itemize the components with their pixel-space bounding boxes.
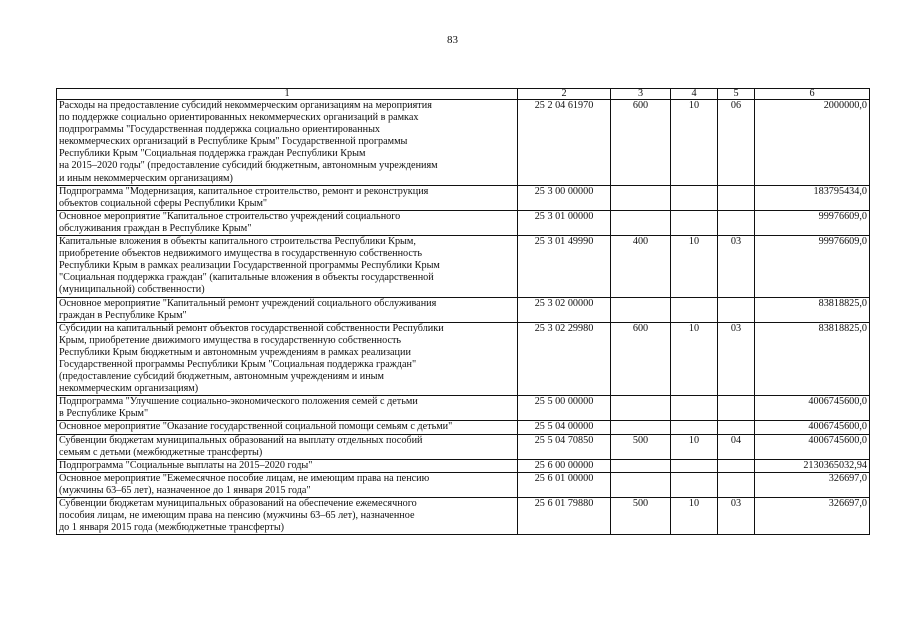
row-col4-cell bbox=[671, 185, 718, 210]
row-col4-cell bbox=[671, 421, 718, 434]
column-header-4: 4 bbox=[671, 89, 718, 100]
row-col3-cell bbox=[611, 396, 671, 421]
row-col3-cell: 500 bbox=[611, 498, 671, 535]
table-header-row bbox=[57, 89, 870, 100]
row-col3-cell: 400 bbox=[611, 236, 671, 297]
row-code-cell: 25 3 02 00000 bbox=[518, 297, 611, 322]
page-number: 83 bbox=[447, 34, 458, 46]
table-row bbox=[57, 459, 870, 472]
row-amount-cell: 99976609,0 bbox=[755, 210, 870, 235]
column-header-5: 5 bbox=[718, 89, 755, 100]
row-amount-cell: 4006745600,0 bbox=[755, 396, 870, 421]
column-header-3: 3 bbox=[611, 89, 671, 100]
table-row bbox=[57, 185, 870, 210]
column-header-2: 2 bbox=[518, 89, 611, 100]
row-name-cell: Капитальные вложения в объекты капитального строительства Республики Крым, приобретение объектов недвижимого имущества в государственную собственность Республики Крым в рамках реализации Государственной программы Республики Крым "Социальная поддержка граждан" (капитальные вложения в объекты государственной (муниципальной) собственности) bbox=[57, 236, 518, 297]
row-amount-cell: 4006745600,0 bbox=[755, 434, 870, 459]
row-amount-cell: 2130365032,94 bbox=[755, 459, 870, 472]
row-col5-cell bbox=[718, 185, 755, 210]
row-col4-cell: 10 bbox=[671, 498, 718, 535]
row-col3-cell bbox=[611, 297, 671, 322]
row-col4-cell: 10 bbox=[671, 236, 718, 297]
table-row bbox=[57, 322, 870, 396]
row-code-cell: 25 3 02 29980 bbox=[518, 322, 611, 396]
row-amount-cell: 83818825,0 bbox=[755, 297, 870, 322]
row-code-cell: 25 5 00 00000 bbox=[518, 396, 611, 421]
row-col5-cell: 04 bbox=[718, 434, 755, 459]
row-col4-cell bbox=[671, 297, 718, 322]
row-col5-cell bbox=[718, 421, 755, 434]
row-name-cell: Основное мероприятие "Оказание государственной социальной помощи семьям с детьми" bbox=[57, 421, 518, 434]
budget-table bbox=[56, 88, 870, 535]
column-header-1: 1 bbox=[57, 89, 518, 100]
table-row bbox=[57, 396, 870, 421]
row-code-cell: 25 3 00 00000 bbox=[518, 185, 611, 210]
column-header-6: 6 bbox=[755, 89, 870, 100]
table-row bbox=[57, 434, 870, 459]
table-row bbox=[57, 472, 870, 497]
row-code-cell: 25 6 01 00000 bbox=[518, 472, 611, 497]
table-row bbox=[57, 210, 870, 235]
row-name-cell: Основное мероприятие "Капитальный ремонт учреждений социального обслуживания граждан в Республике Крым" bbox=[57, 297, 518, 322]
row-col4-cell: 10 bbox=[671, 434, 718, 459]
row-col4-cell: 10 bbox=[671, 322, 718, 396]
row-amount-cell: 183795434,0 bbox=[755, 185, 870, 210]
row-col5-cell: 03 bbox=[718, 498, 755, 535]
row-col3-cell bbox=[611, 459, 671, 472]
row-code-cell: 25 3 01 49990 bbox=[518, 236, 611, 297]
row-name-cell: Подпрограмма "Модернизация, капитальное строительство, ремонт и реконструкция объектов социальной сферы Республики Крым" bbox=[57, 185, 518, 210]
row-amount-cell: 83818825,0 bbox=[755, 322, 870, 396]
row-col3-cell: 500 bbox=[611, 434, 671, 459]
row-col5-cell bbox=[718, 210, 755, 235]
row-col5-cell bbox=[718, 459, 755, 472]
row-col5-cell bbox=[718, 396, 755, 421]
row-code-cell: 25 2 04 61970 bbox=[518, 100, 611, 186]
row-col3-cell bbox=[611, 472, 671, 497]
row-code-cell: 25 3 01 00000 bbox=[518, 210, 611, 235]
row-col5-cell: 03 bbox=[718, 236, 755, 297]
row-col5-cell: 06 bbox=[718, 100, 755, 186]
row-col3-cell: 600 bbox=[611, 100, 671, 186]
row-name-cell: Субвенции бюджетам муниципальных образований на выплату отдельных пособий семьям с детьми (межбюджетные трансферты) bbox=[57, 434, 518, 459]
row-amount-cell: 4006745600,0 bbox=[755, 421, 870, 434]
row-name-cell: Подпрограмма "Улучшение социально-экономического положения семей с детьми в Республике Крым" bbox=[57, 396, 518, 421]
row-col4-cell bbox=[671, 210, 718, 235]
row-code-cell: 25 6 01 79880 bbox=[518, 498, 611, 535]
row-col5-cell bbox=[718, 472, 755, 497]
table-row bbox=[57, 498, 870, 535]
row-code-cell: 25 5 04 70850 bbox=[518, 434, 611, 459]
row-col5-cell: 03 bbox=[718, 322, 755, 396]
row-amount-cell: 326697,0 bbox=[755, 498, 870, 535]
row-amount-cell: 2000000,0 bbox=[755, 100, 870, 186]
table-row bbox=[57, 100, 870, 186]
row-code-cell: 25 6 00 00000 bbox=[518, 459, 611, 472]
row-col3-cell bbox=[611, 421, 671, 434]
row-col4-cell: 10 bbox=[671, 100, 718, 186]
row-name-cell: Расходы на предоставление субсидий некоммерческим организациям на мероприятия по поддержке социально ориентированных некоммерческих организаций в рамках подпрограммы "Государственная поддержка социально ориентированных некоммерческих организаций в Республике Крым" Государственной программы Республики Крым "Социальная поддержка граждан Республики Крым на 2015–2020 годы" (предоставление субсидий бюджетным, автономным учреждениям и иным некоммерческим организациям) bbox=[57, 100, 518, 186]
table-row bbox=[57, 297, 870, 322]
row-col3-cell: 600 bbox=[611, 322, 671, 396]
row-col4-cell bbox=[671, 396, 718, 421]
row-name-cell: Субвенции бюджетам муниципальных образований на обеспечение ежемесячного пособия лицам, не имеющим права на пенсию (мужчины 63–65 лет), назначенное до 1 января 2015 года (межбюджетные трансферты) bbox=[57, 498, 518, 535]
row-amount-cell: 326697,0 bbox=[755, 472, 870, 497]
row-col4-cell bbox=[671, 472, 718, 497]
table-row bbox=[57, 236, 870, 297]
table-body bbox=[57, 100, 870, 535]
row-col4-cell bbox=[671, 459, 718, 472]
table-row bbox=[57, 421, 870, 434]
row-col3-cell bbox=[611, 210, 671, 235]
row-name-cell: Основное мероприятие "Ежемесячное пособие лицам, не имеющим права на пенсию (мужчины 63–65 лет), назначенное до 1 января 2015 года" bbox=[57, 472, 518, 497]
row-name-cell: Основное мероприятие "Капитальное строительство учреждений социального обслуживания граждан в Республике Крым" bbox=[57, 210, 518, 235]
row-col5-cell bbox=[718, 297, 755, 322]
row-amount-cell: 99976609,0 bbox=[755, 236, 870, 297]
row-col3-cell bbox=[611, 185, 671, 210]
row-name-cell: Подпрограмма "Социальные выплаты на 2015–2020 годы" bbox=[57, 459, 518, 472]
row-name-cell: Субсидии на капитальный ремонт объектов государственной собственности Республики Крым, приобретение движимого имущества в государственную собственность Республики Крым бюджетным и автономным учреждениям в рамках реализации Государственной программы Республики Крым "Социальная поддержка граждан" (предоставление субсидий бюджетным, автономным учреждениям и иным некоммерческим организациям) bbox=[57, 322, 518, 396]
row-code-cell: 25 5 04 00000 bbox=[518, 421, 611, 434]
